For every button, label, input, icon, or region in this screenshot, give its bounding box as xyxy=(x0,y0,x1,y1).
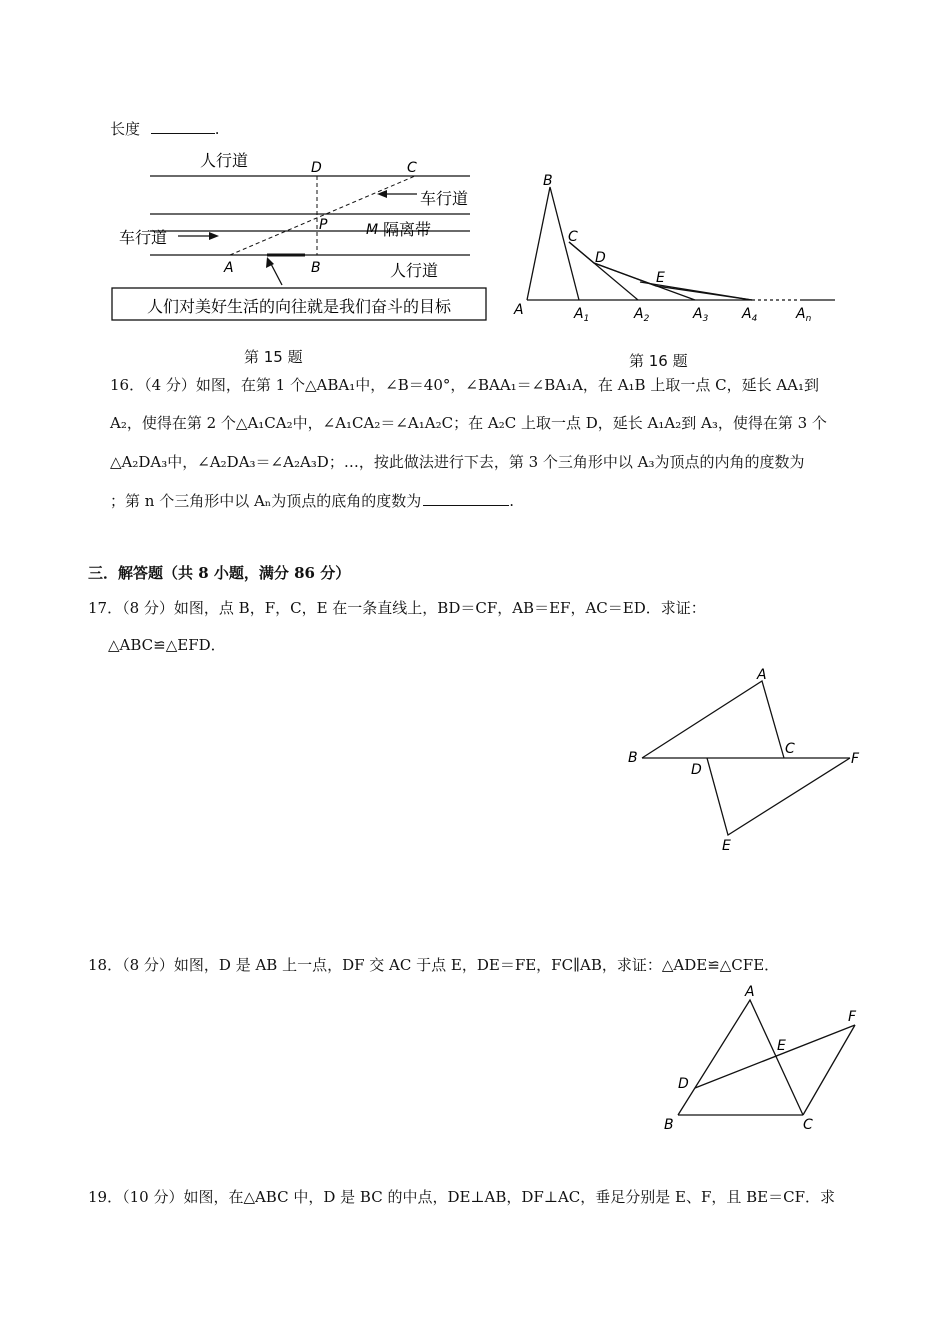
segment-CF xyxy=(803,1025,855,1115)
q18-line-1: 18．（8 分）如图，D 是 AB 上一点，DF 交 AC 于点 E，DE＝FE，FC∥AB，求证：△ADE≌△CFE． xyxy=(88,956,780,974)
point-label-B: B xyxy=(664,1117,674,1133)
point-label-E: E xyxy=(777,1038,786,1054)
q16-period: . xyxy=(509,492,515,510)
point-label-A3: $A_3$ xyxy=(693,306,709,324)
point-label-D: D xyxy=(311,160,322,176)
point-label-C: C xyxy=(568,229,578,245)
point-label-E: E xyxy=(656,270,665,286)
label-sidewalk-bottom: 人行道 xyxy=(390,261,439,280)
figure-15 xyxy=(105,150,495,330)
point-label-B: B xyxy=(543,173,553,189)
point-label-D: D xyxy=(595,250,606,266)
q16-line-4 xyxy=(110,490,514,511)
q17-line-2: △ABC≌△EFD． xyxy=(108,636,226,654)
top-line xyxy=(110,118,220,139)
point-label-A: A xyxy=(514,302,524,318)
point-label-B: B xyxy=(311,260,321,276)
arrow-left-lane-head xyxy=(209,232,219,240)
figure-17 xyxy=(620,660,880,860)
point-label-E: E xyxy=(722,838,731,854)
point-label-D: D xyxy=(691,762,702,778)
q16-line-1: 16．（4 分）如图，在第 1 个△ABA₁中，∠B＝40°，∠BAA₁＝∠BA₁A，在 A₁B 上取一点 C，延长 AA₁到 xyxy=(110,376,820,394)
arrow-slogan xyxy=(270,262,282,285)
point-label-A: A xyxy=(757,667,767,683)
point-label-A2: $A_2$ xyxy=(634,306,650,324)
q17-line-1: 17．（8 分）如图，点 B，F，C，E 在一条直线上，BD＝CF，AB＝EF，AC＝ED．求证： xyxy=(88,599,706,617)
figure-18 xyxy=(650,978,880,1138)
label-sidewalk-top: 人行道 xyxy=(200,151,249,170)
section-3-title: 三．解答题（共 8 小题，满分 86 分） xyxy=(88,564,351,582)
point-label-C: C xyxy=(803,1117,813,1133)
answer-blank xyxy=(423,491,509,506)
q19-line-1: 19．（10 分）如图，在△ABC 中，D 是 BC 的中点，DE⊥AB，DF⊥AC，垂足分别是 E、F，且 BE＝CF．求 xyxy=(88,1188,836,1206)
point-label-An: $A_n$ xyxy=(796,306,812,324)
point-label-C: C xyxy=(785,741,795,757)
triangle-4-side xyxy=(594,263,752,300)
slogan-text: 人们对美好生活的向往就是我们奋斗的目标 xyxy=(146,297,452,316)
point-label-B: B xyxy=(628,750,638,766)
point-label-F: F xyxy=(851,751,860,767)
point-label-A4: $A_4$ xyxy=(742,306,758,324)
label-car-lane-right: 车行道 xyxy=(420,189,469,208)
q16-line-2: A₂，使得在第 2 个△A₁CA₂中，∠A₁CA₂＝∠A₁A₂C；在 A₂C 上取一点 D，延长 A₁A₂到 A₃，使得在第 3 个 xyxy=(110,414,827,432)
point-label-P: P xyxy=(319,217,328,233)
point-label-A1: $A_1$ xyxy=(574,306,590,324)
q16-line-3: △A₂DA₃中，∠A₂DA₃＝∠A₂A₃D；…，按此做法进行下去，第 3 个三角形中以 A₃为顶点的内角的度数为 xyxy=(110,453,805,471)
figure-16-caption: 第 16 题 xyxy=(629,352,688,370)
triangle-EFD xyxy=(707,758,850,835)
point-label-A: A xyxy=(224,260,234,276)
point-label-F: F xyxy=(848,1009,857,1025)
figure-16 xyxy=(510,170,840,330)
triangle-ABC xyxy=(642,681,784,758)
point-label-M: M xyxy=(366,222,379,238)
q16-line-4-text: ；第 n 个三角形中以 Aₙ为顶点的底角的度数为 xyxy=(110,492,422,510)
top-line-period: . xyxy=(214,120,220,138)
point-label-A: A xyxy=(745,984,755,1000)
segment-DF xyxy=(695,1025,855,1088)
point-label-C: C xyxy=(407,160,417,176)
top-line-text: 长度 xyxy=(110,120,141,138)
answer-blank xyxy=(151,119,215,134)
label-car-lane-left: 车行道 xyxy=(119,228,168,247)
label-median: 隔离带 xyxy=(383,220,432,239)
figure-15-caption: 第 15 题 xyxy=(244,348,303,366)
triangle-3-side xyxy=(569,242,695,300)
segment-AC xyxy=(230,176,415,255)
point-label-D: D xyxy=(678,1076,689,1092)
triangle-ABC xyxy=(678,1000,803,1115)
